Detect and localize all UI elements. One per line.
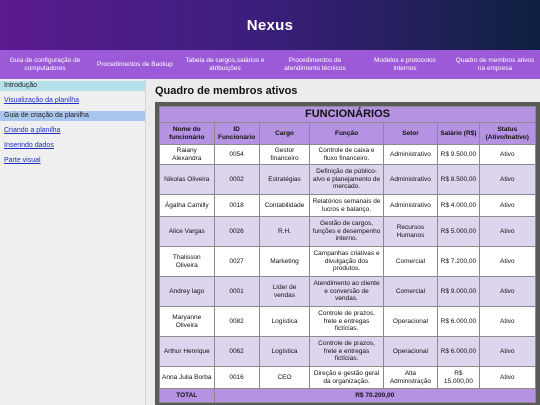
nav-item-label: Quadro de membros ativos na empresa xyxy=(455,57,535,72)
table-cell: Ativo xyxy=(479,217,535,247)
nav-item-tech-support[interactable] xyxy=(270,50,360,79)
table-cell: Controle de prazos, frete e entregas fictícias. xyxy=(310,307,383,337)
table-cell: 0001 xyxy=(214,277,259,307)
table-cell: Ativo xyxy=(479,165,535,195)
nav-item-protocols[interactable] xyxy=(360,50,450,79)
table-cell: Gestor financeiro xyxy=(259,145,310,165)
table-cell: Atendimento ao cliente e conversão de vendas. xyxy=(310,277,383,307)
brand-title: Nexus xyxy=(246,16,294,34)
header-bar xyxy=(0,0,540,50)
sidebar xyxy=(0,79,146,405)
table-cell: Ágatha Camilly xyxy=(160,195,215,217)
table-cell: 0018 xyxy=(214,195,259,217)
table-row xyxy=(160,195,536,217)
table-row xyxy=(160,367,536,389)
table-cell: Direção e gestão geral da organização. xyxy=(310,367,383,389)
sidebar-item-inserting-data[interactable]: Inserindo dados xyxy=(4,142,54,149)
table-cell: R$ 5.000,00 xyxy=(438,217,479,247)
table-container xyxy=(155,102,540,405)
table-cell: Ativo xyxy=(479,277,535,307)
sidebar-item-creating-sheet[interactable]: Criando a planilha xyxy=(4,127,61,134)
column-header: Função xyxy=(310,123,383,145)
table-cell: Administrativo xyxy=(383,195,438,217)
table-cell: Operacional xyxy=(383,307,438,337)
table-cell: Marketing xyxy=(259,247,310,277)
table-cell: 0026 xyxy=(214,217,259,247)
table-cell: Logística xyxy=(259,337,310,367)
table-cell: Raiany Alexandra xyxy=(160,145,215,165)
main-content xyxy=(147,79,540,405)
table-cell: 0016 xyxy=(214,367,259,389)
table-cell: Líder de vendas xyxy=(259,277,310,307)
table-cell: R.H. xyxy=(259,217,310,247)
top-nav xyxy=(0,50,540,79)
table-cell: Contabilidade xyxy=(259,195,310,217)
table-cell: Anna Julia Borba xyxy=(160,367,215,389)
table-cell: Comercial xyxy=(383,247,438,277)
table-cell: Gestão de cargos, funções e desempenho interno. xyxy=(310,217,383,247)
table-cell: Administrativo xyxy=(383,165,438,195)
table-cell: CEO xyxy=(259,367,310,389)
total-label: TOTAL xyxy=(160,389,215,403)
table-row xyxy=(160,247,536,277)
table-cell: Campanhas criativas e divulgação dos produtos. xyxy=(310,247,383,277)
table-cell: 0027 xyxy=(214,247,259,277)
nav-item-members[interactable] xyxy=(450,50,540,79)
table-cell: Ativo xyxy=(479,367,535,389)
table-cell: Comercial xyxy=(383,277,438,307)
table-row xyxy=(160,217,536,247)
nav-item-config-guide[interactable] xyxy=(0,50,90,79)
table-cell: R$ 6.000,00 xyxy=(438,337,479,367)
sidebar-item-spreadsheet-view[interactable]: Visualização da planilha xyxy=(4,97,79,104)
table-row xyxy=(160,145,536,165)
page-title: Quadro de membros ativos xyxy=(155,85,298,97)
sidebar-item-introduction[interactable]: Introdução xyxy=(0,81,145,91)
table-cell: Logística xyxy=(259,307,310,337)
table-cell: Arthur Henrique xyxy=(160,337,215,367)
table-body xyxy=(160,145,536,403)
column-header: Cargo xyxy=(259,123,310,145)
table-cell: Ativo xyxy=(479,307,535,337)
table-cell: Nikolas Oliveira xyxy=(160,165,215,195)
table-cell: 0082 xyxy=(214,307,259,337)
employees-table xyxy=(159,106,536,403)
table-cell: Recursos Humanos xyxy=(383,217,438,247)
sidebar-item-visual[interactable]: Parte visual xyxy=(4,157,41,164)
sidebar-item-creation-guide[interactable]: Guia de criação da planilha xyxy=(0,111,145,121)
table-cell: Estratégias xyxy=(259,165,310,195)
table-cell: R$ 6.000,00 xyxy=(438,307,479,337)
table-cell: R$ 7.200,00 xyxy=(438,247,479,277)
column-header: ID Funcionário xyxy=(214,123,259,145)
table-row xyxy=(160,165,536,195)
table-cell: Maryanne Oliveira xyxy=(160,307,215,337)
table-cell: R$ 4.000,00 xyxy=(438,195,479,217)
table-cell: R$ 9.000,00 xyxy=(438,277,479,307)
table-cell: Relatórios semanais de lucros e balanço. xyxy=(310,195,383,217)
table-cell: Ativo xyxy=(479,247,535,277)
table-cell: Alice Vargas xyxy=(160,217,215,247)
nav-item-salary-table[interactable] xyxy=(180,50,270,79)
table-cell: Controle de caixa e fluxo financeiro. xyxy=(310,145,383,165)
table-cell: R$ 8.500,00 xyxy=(438,165,479,195)
nav-item-label: Procedimentos de Backup xyxy=(97,60,173,68)
nav-item-backup[interactable] xyxy=(90,50,180,79)
table-cell: 0002 xyxy=(214,165,259,195)
table-cell: Ativo xyxy=(479,195,535,217)
table-header-row xyxy=(160,123,536,145)
table-cell: Thalisson Oliveira xyxy=(160,247,215,277)
column-header: Status (Ativo/Inativo) xyxy=(479,123,535,145)
nav-item-label: Tabela de cargos,salários e atribuições xyxy=(185,57,265,72)
total-row xyxy=(160,389,536,403)
column-header: Salário (R$) xyxy=(438,123,479,145)
table-cell: Ativo xyxy=(479,145,535,165)
nav-item-label: Modelos e protocolos internos xyxy=(374,57,436,72)
table-cell: Administrativo xyxy=(383,145,438,165)
table-cell: R$ 9.500,00 xyxy=(438,145,479,165)
nav-item-label: Procedimentos de atendimento técnicos xyxy=(284,57,346,72)
column-header: Nome do funcionário xyxy=(160,123,215,145)
table-row xyxy=(160,337,536,367)
table-cell: Definição de público-alvo e planejamento de mercado. xyxy=(310,165,383,195)
column-header: Setor xyxy=(383,123,438,145)
table-caption: FUNCIONÁRIOS xyxy=(160,107,536,123)
table-cell: Controle de prazos, frete e entregas fictícias. xyxy=(310,337,383,367)
table-row xyxy=(160,277,536,307)
table-cell: Andrey Iago xyxy=(160,277,215,307)
table-cell: Ativo xyxy=(479,337,535,367)
table-cell: Operacional xyxy=(383,337,438,367)
table-cell: 0054 xyxy=(214,145,259,165)
table-cell: R$ 15.000,00 xyxy=(438,367,479,389)
table-cell: 0062 xyxy=(214,337,259,367)
table-row xyxy=(160,307,536,337)
table-cell: Alta Administração xyxy=(383,367,438,389)
total-value: R$ 70.200,00 xyxy=(214,389,535,403)
nav-item-label: Guia de configuração de computadores xyxy=(9,57,81,72)
